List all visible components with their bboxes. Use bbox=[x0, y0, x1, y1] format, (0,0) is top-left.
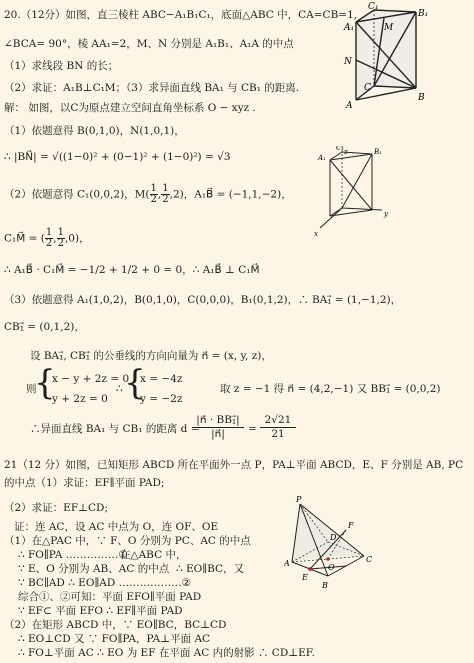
q21-part2: （2）求证：EF⊥CD; bbox=[4, 502, 108, 514]
q20-normal-vector: 取 z = −1 得 n⃗ = (4,2,−1) 又 BB₁⃗ = (0,0,2) bbox=[220, 383, 441, 395]
q20-part1: （1）求线段 BN 的长； bbox=[4, 60, 119, 72]
label-n: N bbox=[344, 57, 352, 67]
label-b1: B₁ bbox=[418, 9, 429, 19]
q21-proof-l4: ∵ E、O 分别为 AB、AC 的中点 bbox=[18, 563, 170, 575]
q20-sol-y: y = −2z bbox=[140, 393, 183, 405]
label-z: z bbox=[344, 148, 348, 156]
q20-sol3-normal: 设 BA₁⃗, CB₁⃗ 的公垂线的方向向量为 n⃗ = (x, y, z)， bbox=[30, 350, 272, 362]
label-o: O bbox=[328, 563, 335, 572]
q21-proof-l8: ∵ EF⊂ 平面 EFO ∴ EF∥平面 PAD bbox=[18, 605, 183, 617]
q20-sol2-dot: ∴ A₁B⃗ · C₁M⃗ = −1/2 + 1/2 + 0 = 0，∴ A₁B⃗ ⊥ C₁M⃗ bbox=[4, 264, 260, 276]
q20-part2-3: （2）求证：A₁B⊥C₁M；（3）求异面直线 BA₁ 与 CB₁ 的距离. bbox=[4, 82, 300, 94]
q21-proof-l9: （2）在矩形 ABCD 中，∵ EO∥BC，BC⊥CD bbox=[4, 619, 227, 631]
left-brace: { bbox=[124, 363, 146, 403]
pyramid-figure bbox=[284, 496, 384, 596]
prism-figure-2 bbox=[312, 146, 392, 238]
label-c: C bbox=[364, 83, 371, 93]
q20-sol1-length: ∴ |BN⃗| = √((1−0)² + (0−1)² + (1−0)²) = √3 bbox=[4, 151, 231, 163]
q21-proof-l6: ∵ BC∥AD ∴ EO∥AD ………………② bbox=[18, 577, 192, 589]
q20-distance-text: ∴异面直线 BA₁ 与 CB₁ 的距离 d = bbox=[30, 423, 200, 435]
q21-stem-line1: 21（12 分）如图，已知矩形 ABCD 所在平面外一点 P，PA⊥平面 ABCD，E、F 分别是 AB, PC bbox=[4, 459, 464, 471]
label-d: D bbox=[330, 533, 337, 542]
q21-proof-l10: ∴ EO⊥CD 又 ∵ FO∥PA，PA⊥平面 AC bbox=[18, 633, 211, 645]
fraction: $\frac{1}{2}$ bbox=[150, 183, 157, 205]
label-f: F bbox=[348, 521, 354, 530]
q20-sol1-coords: （1）依题意得 B(0,1,0)，N(1,0,1)， bbox=[4, 125, 185, 137]
prism-figure-1 bbox=[334, 2, 430, 114]
label-b: B bbox=[418, 93, 425, 103]
label-c: C bbox=[366, 555, 373, 564]
left-brace: { bbox=[34, 363, 56, 403]
q20-distance-frac2: 2√21 21 bbox=[260, 414, 296, 441]
label-c1: C₁ bbox=[368, 2, 379, 12]
label-e: E bbox=[302, 573, 308, 582]
q21-proof-l1: （1）在△PAC 中，∵ F、O 分别为 PC、AC 的中点 bbox=[4, 535, 251, 547]
label-y: y bbox=[384, 210, 388, 218]
q20-sol-x: x = −4z bbox=[140, 373, 183, 385]
q20-sol2-coords: （2）依题意得 C₁(0,0,2)，M( $\frac{1}{2}$ , $\frac{1}{2}$ ,2)，A₁B⃗ = (−1,1,−2)， bbox=[4, 183, 292, 205]
label-x: x bbox=[314, 230, 318, 238]
label-c1: C₁ bbox=[336, 146, 345, 152]
equals-sign: = bbox=[248, 423, 257, 435]
q20-stem-line1: 20.（12分）如图，直三棱柱 ABC−A₁B₁C₁，底面△ABC 中，CA=CB=1, bbox=[4, 9, 358, 21]
q20-solution-intro: 解： 如图，以C为原点建立空间直角坐标系 O − xyz . bbox=[4, 102, 256, 114]
therefore-symbol: ∴ bbox=[116, 383, 123, 395]
q21-proof-intro: 证：连 AC，设 AC 中点为 O，连 OF、OE bbox=[14, 521, 219, 533]
label-a: A bbox=[284, 559, 290, 568]
q21-proof-l5: ∴ EO∥BC，又 bbox=[176, 563, 245, 575]
q21-proof-l3: 在△ABC 中， bbox=[120, 549, 187, 561]
label-b1: B₁ bbox=[374, 148, 382, 156]
fraction: $\frac{1}{2}$ bbox=[162, 183, 169, 205]
label-a1: A₁ bbox=[318, 154, 326, 162]
q20-distance-frac1: |n⃗ · BB₁⃗| |n⃗| bbox=[192, 414, 244, 441]
q20-sol3-cb1: CB₁⃗ = (0,1,2)， bbox=[4, 321, 85, 333]
label-b: B bbox=[322, 581, 328, 590]
q21-proof-l11: ∴ FO⊥平面 AC ∴ EO 为 EF 在平面 AC 内的射影 ∴ CD⊥EF. bbox=[18, 647, 315, 659]
q21-proof-l2: ∴ FO∥PA ……………① bbox=[18, 549, 128, 561]
label-p: P bbox=[296, 496, 302, 504]
q21-proof-l7: 综合①、②可知：平面 EFO∥平面 PAD bbox=[18, 591, 202, 603]
label-a1: A₁ bbox=[344, 23, 355, 33]
q20-eq1: x − y + 2z = 0 bbox=[52, 373, 130, 385]
q20-sol3-system-label: 则 bbox=[26, 383, 37, 395]
q20-sol2-c1m: C₁M⃗ = ( $\frac{1}{2}$ , $\frac{1}{2}$ ,0)， bbox=[4, 227, 90, 249]
fraction: $\frac{1}{2}$ bbox=[45, 227, 53, 249]
q20-eq2: y + 2z = 0 bbox=[52, 393, 108, 405]
fraction: $\frac{1}{2}$ bbox=[57, 227, 64, 249]
q20-stem-line2: ∠BCA= 90°，棱 AA₁=2，M、N 分别是 A₁B₁、A₁A 的中点 bbox=[4, 38, 294, 50]
label-m: M bbox=[384, 23, 394, 33]
label-a: A bbox=[346, 101, 353, 111]
q20-sol3-coords: （3）依题意得 A₁(1,0,2)，B(0,1,0)，C(0,0,0)，B₁(0,1,2)，∴ BA₁⃗ = (1,−1,2)， bbox=[4, 294, 402, 306]
q21-stem-line2: 的中点（1）求证：EF∥平面 PAD; bbox=[4, 477, 165, 489]
